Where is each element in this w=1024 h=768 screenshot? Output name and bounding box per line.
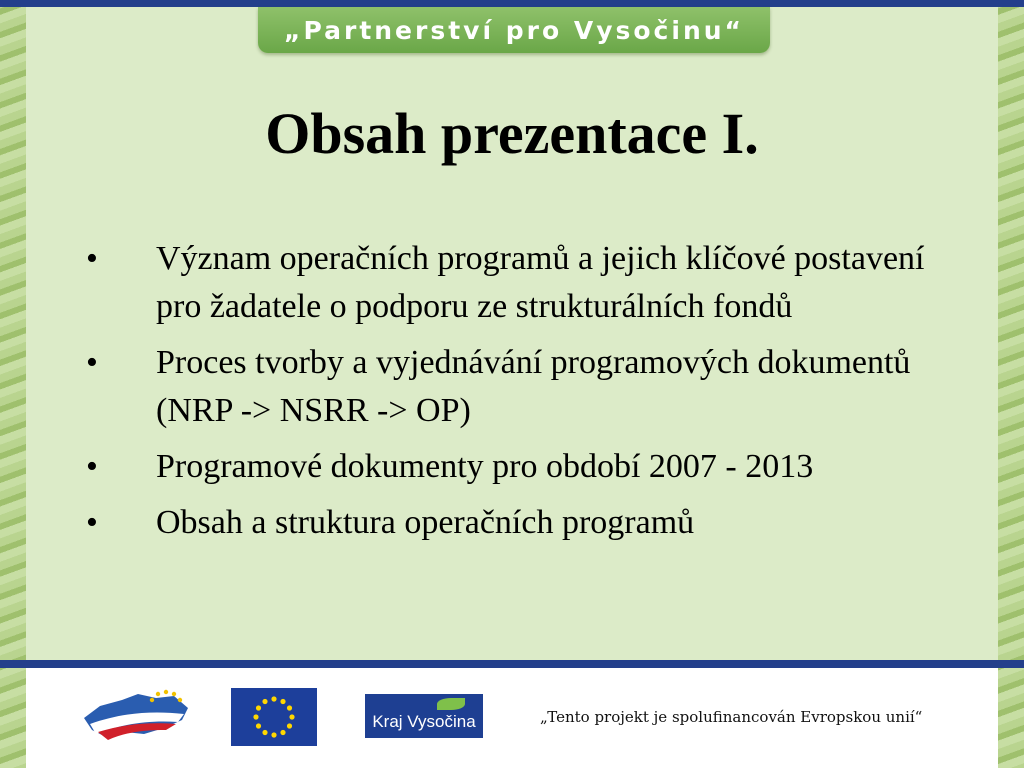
bullet-text: Význam operačních programů a jejich klíčové postavení pro žadatele o podporu ze strukturálních fondů — [156, 240, 925, 325]
bullet-item — [86, 443, 956, 491]
cofinancing-note: „Tento projekt je spolufinancován Evropskou unií“ — [540, 708, 923, 726]
bullet-icon: • — [86, 240, 98, 277]
bullet-item — [86, 235, 956, 331]
bullet-text: Obsah a struktura operačních programů — [156, 504, 695, 541]
bullet-list — [86, 235, 956, 555]
bullet-icon: • — [86, 344, 98, 381]
kraj-vysocina-logo — [365, 694, 483, 738]
eu-flag-logo — [231, 688, 317, 746]
header-banner — [258, 7, 770, 53]
bullet-item — [86, 499, 956, 547]
bullet-item — [86, 339, 956, 435]
bullet-icon: • — [86, 448, 98, 485]
bottom-blue-bar — [0, 660, 1024, 668]
slide-title: Obsah prezentace I. — [265, 101, 759, 166]
kraj-logo-text: Kraj Vysočina — [372, 712, 476, 731]
top-blue-bar — [0, 0, 1024, 7]
bullet-icon: • — [86, 504, 98, 541]
banner-text: „Partnerství pro Vysočinu“ — [284, 15, 744, 45]
czech-map-logo — [78, 684, 194, 750]
bullet-text: Programové dokumenty pro období 2007 - 2013 — [156, 448, 814, 485]
bullet-text: Proces tvorby a vyjednávání programových dokumentů (NRP -> NSRR -> OP) — [156, 344, 911, 429]
footer — [26, 668, 998, 768]
leaf-icon — [437, 698, 465, 710]
